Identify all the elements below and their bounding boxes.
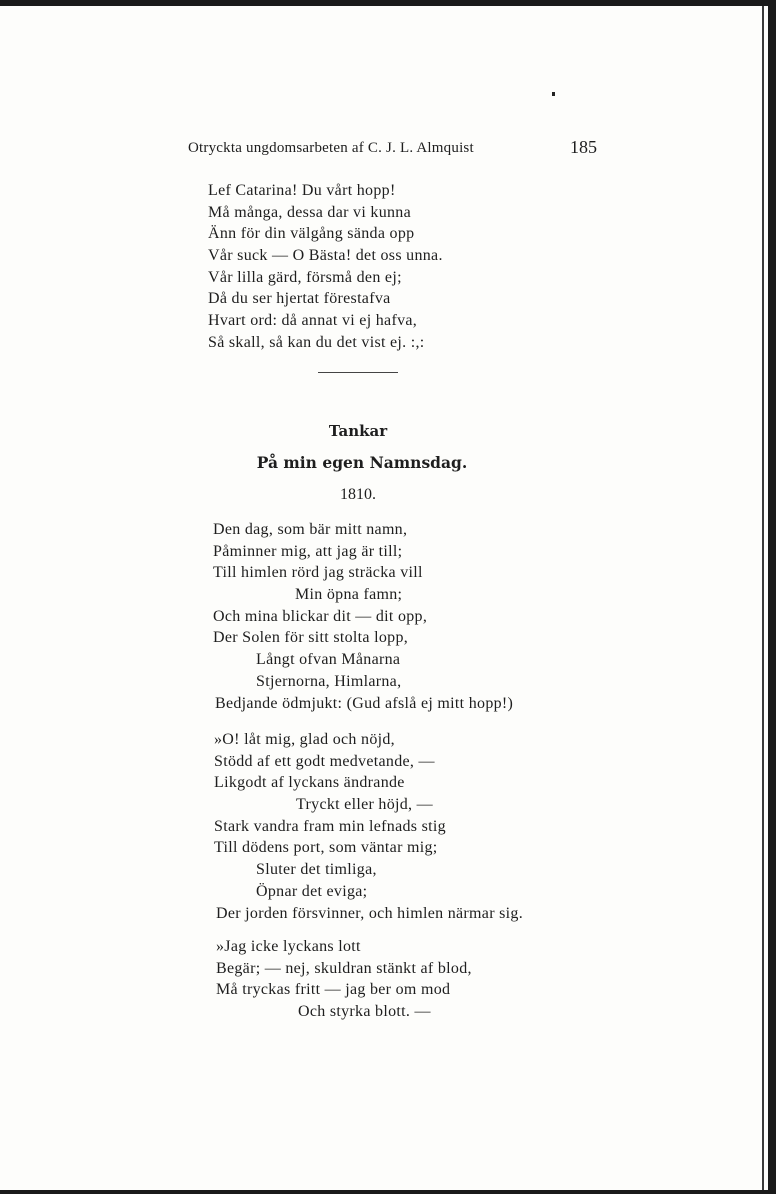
scan-speck — [552, 92, 555, 96]
verse-line: Till dödens port, som väntar mig; — [214, 839, 438, 857]
verse-line: Långt ofvan Månarna — [256, 651, 401, 669]
poem-stanza-1 — [213, 519, 513, 714]
verse-line: Till himlen rörd jag sträcka vill — [213, 564, 423, 582]
verse-line: Likgodt af lyckans ändrande — [214, 774, 405, 792]
verse-line: Vår lilla gärd, försmå den ej; — [208, 268, 402, 286]
poem-title: Tankar — [328, 422, 388, 440]
verse-line: Sluter det timliga, — [256, 861, 377, 879]
verse-line: »O! låt mig, glad och nöjd, — [214, 731, 395, 748]
verse-line: Änn för din välgång sända opp — [208, 225, 415, 243]
verse-line: Lef Catarina! Du vårt hopp! — [208, 182, 396, 199]
verse-line: »Jag icke lyckans lott — [216, 938, 361, 955]
running-title: Otryckta ungdomsarbeten af C. J. L. Almquist — [188, 140, 474, 156]
verse-line: Stödd af ett godt medvetande, — — [214, 752, 435, 770]
verse-line: Och mina blickar dit — dit opp, — [213, 607, 428, 625]
verse-line: Då du ser hjertat förestafva — [208, 290, 391, 308]
page-number: 185 — [570, 137, 597, 157]
verse-line: Må tryckas fritt — jag ber om mod — [216, 981, 451, 999]
verse-line: Må många, dessa dar vi kunna — [208, 203, 412, 221]
verse-line: Der jorden försvinner, och himlen närmar sig. — [216, 904, 523, 922]
verse-line: Min öpna famn; — [295, 586, 403, 604]
section-divider — [318, 372, 398, 373]
scan-border-right — [768, 0, 776, 1194]
verse-line: Så skall, så kan du det vist ej. :,: — [208, 333, 425, 351]
verse-line: Den dag, som bär mitt namn, — [213, 521, 408, 538]
poem-subtitle: På min egen Namnsdag. — [256, 453, 468, 472]
poem-stanza-3 — [216, 936, 472, 1023]
verse-line: Och styrka blott. — — [298, 1003, 431, 1021]
verse-line: Hvart ord: då annat vi ej hafva, — [208, 312, 418, 330]
intro-stanza — [208, 180, 443, 354]
verse-line: Stark vandra fram min lefnads stig — [214, 817, 446, 835]
scan-border-top — [0, 0, 776, 6]
verse-line: Öpnar det eviga; — [256, 882, 368, 900]
scan-border-bottom — [0, 1190, 776, 1194]
verse-line: Stjernorna, Himlarna, — [256, 672, 402, 690]
poem-stanza-2 — [214, 729, 523, 924]
verse-line: Der Solen för sitt stolta lopp, — [213, 629, 409, 647]
verse-line: Tryckt eller höjd, — — [296, 796, 433, 814]
scan-border-right-inner — [762, 6, 764, 1194]
verse-line: Påminner mig, att jag är till; — [213, 542, 403, 560]
verse-line: Vår suck — O Bästa! det oss unna. — [208, 247, 443, 265]
poem-year: 1810. — [340, 486, 376, 503]
verse-line: Bedjande ödmjukt: (Gud afslå ej mitt hopp!) — [215, 694, 514, 712]
verse-line: Begär; — nej, skuldran stänkt af blod, — [216, 959, 472, 977]
